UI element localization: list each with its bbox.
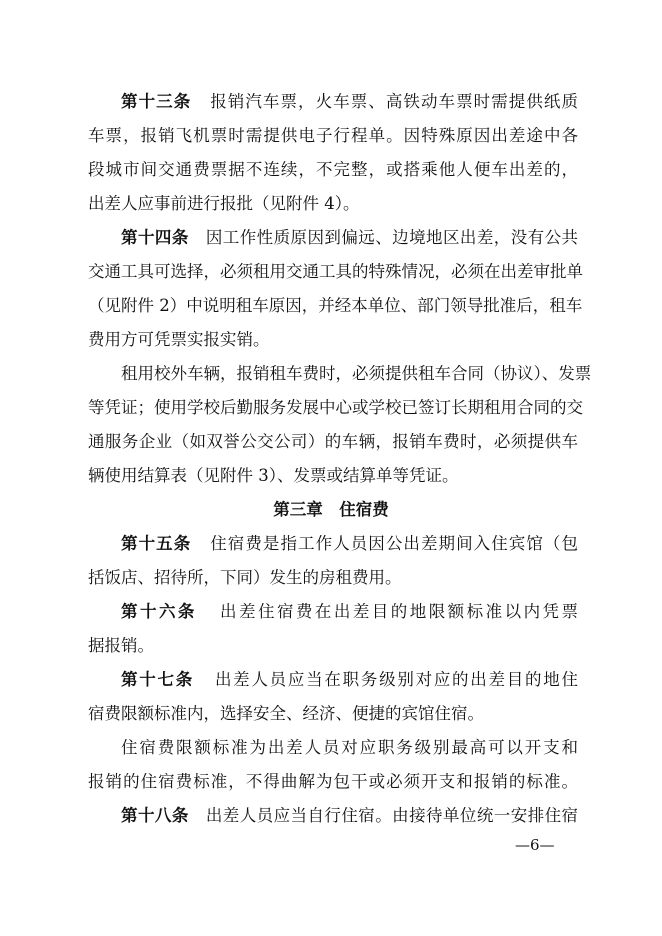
article-17-label: 第十七条 — [121, 670, 194, 689]
article-17-line-2: 宿费限额标准内，选择安全、经济、便捷的宾馆住宿。 — [88, 704, 484, 723]
rental-paragraph-line-3: 通服务企业（如双誉公交公司）的车辆，报销车费时，必须提供车 — [88, 432, 578, 451]
rental-paragraph-line-4: 辆使用结算表（见附件 3）、发票或结算单等凭证。 — [88, 466, 459, 485]
article-14-line-2: 交通工具可选择，必须租用交通工具的特殊情况，必须在出差审批单 — [88, 262, 583, 281]
article-16-text: 出差住宿费在出差目的地限额标准以内凭票 — [220, 602, 579, 621]
article-15-line-2: 括饭店、招待所，下同）发生的房租费用。 — [88, 568, 402, 587]
article-13-line-2: 车票，报销飞机票时需提供电子行程单。因特殊原因出差途中各 — [88, 126, 578, 145]
article-14-line-3: （见附件 2）中说明租车原因，并经本单位、部门领导批准后，租车 — [88, 296, 583, 315]
article-13-label: 第十三条 — [121, 92, 192, 111]
article-14-label: 第十四条 — [121, 228, 189, 247]
article-15-line-1 — [121, 534, 578, 554]
article-17-line-1 — [121, 670, 578, 690]
article-16-label: 第十六条 — [121, 602, 197, 621]
page-number: —6— — [515, 836, 555, 854]
article-16-line-1 — [121, 602, 578, 622]
rental-paragraph-line-1: 租用校外车辆，报销租车费时，必须提供租车合同（协议）、发票 — [121, 364, 592, 383]
article-14-text: 因工作性质原因到偏远、边境地区出差，没有公共 — [205, 228, 578, 247]
limit-paragraph-line-2: 报销的住宿费标准，不得曲解为包干或必须开支和报销的标准。 — [88, 772, 578, 791]
article-13-line-3: 段城市间交通费票据不连续，不完整，或搭乘他人便车出差的， — [88, 160, 578, 179]
article-13-text: 报销汽车票，火车票、高铁动车票时需提供纸质 — [210, 92, 578, 111]
article-18-line-1 — [121, 806, 578, 826]
article-15-text: 住宿费是指工作人员因公出差期间入住宾馆（包 — [210, 534, 578, 553]
article-14-line-4: 费用方可凭票实报实销。 — [88, 330, 270, 349]
article-18-text: 出差人员应当自行住宿。由接待单位统一安排住宿 — [205, 806, 578, 825]
article-17-text: 出差人员应当在职务级别对应的出差目的地住 — [214, 670, 579, 689]
article-13-line-4: 出差人应事前进行报批（见附件 4）。 — [88, 194, 360, 213]
article-18-label: 第十八条 — [121, 806, 189, 825]
article-13-line-1 — [121, 92, 578, 112]
limit-paragraph-line-1: 住宿费限额标准为出差人员对应职务级别最高可以开支和 — [121, 738, 578, 757]
chapter-3-title: 第三章 住宿费 — [273, 500, 389, 519]
article-14-line-1 — [121, 228, 578, 248]
article-16-line-2: 据报销。 — [88, 636, 154, 655]
rental-paragraph-line-2: 等凭证；使用学校后勤服务发展中心或学校已签订长期租用合同的交 — [88, 398, 583, 417]
article-15-label: 第十五条 — [121, 534, 192, 553]
